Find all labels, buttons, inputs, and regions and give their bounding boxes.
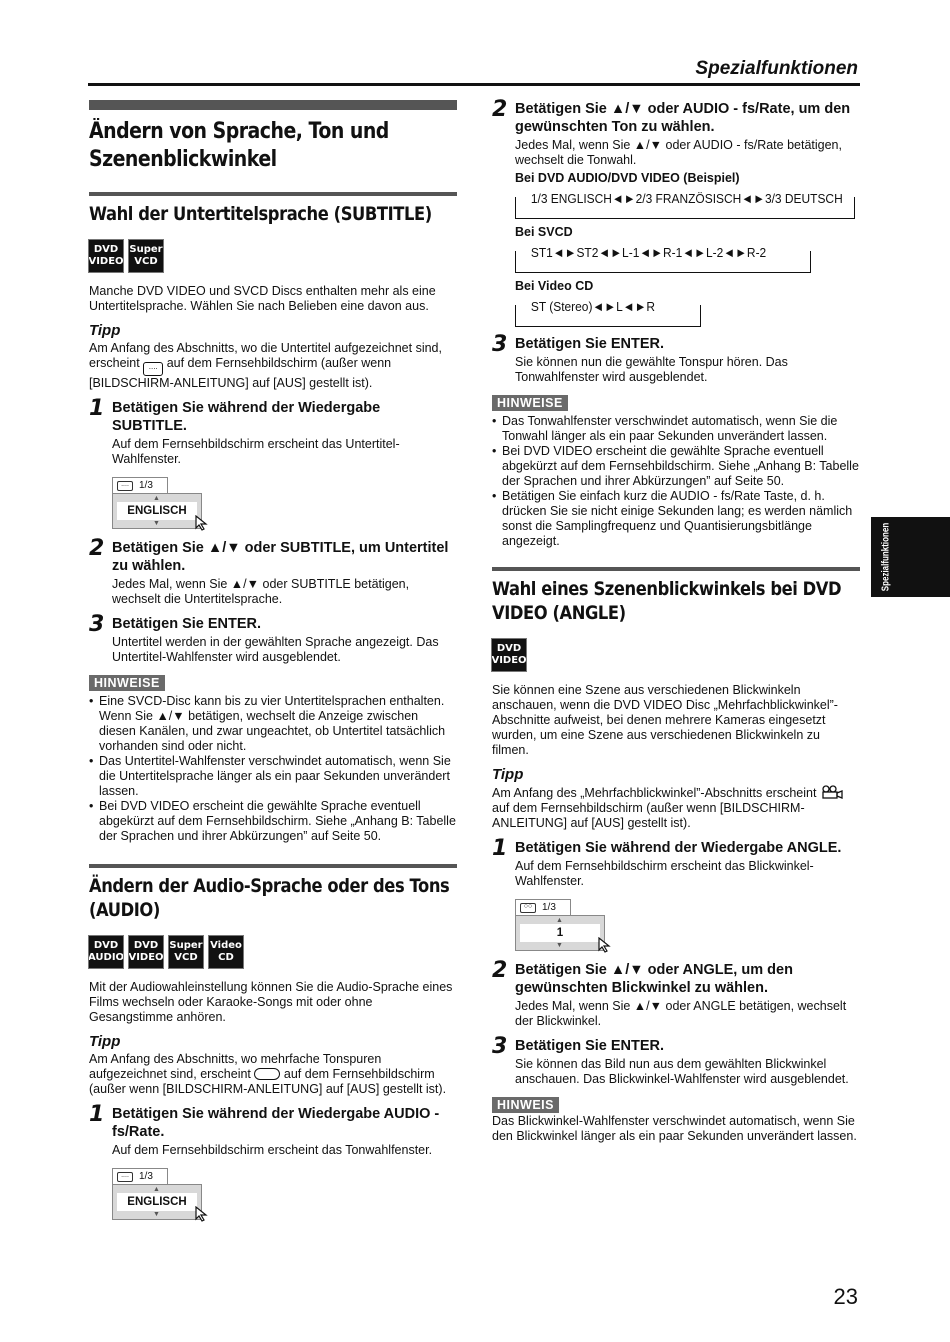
svcd-badge: Super VCD — [129, 240, 163, 272]
audio-step-2: 2 Betätigen Sie ▲/▼ oder AUDIO - fs/Rate, um den gewünschten Ton zu wählen. Jedes Mal, wenn Sie ▲/▼ oder AUDIO - fs/Rate betätigen, wechselt die Tonwahl. Bei DVD AUDIO/DVD VIDEO (Beispiel) 1/3 ENGLISCH◄►2/3 FRANZÖSISCH◄►3/3 DEUTSCH Bei SVCD ST1◄►ST2◄►L-1◄►R-1◄►L-2◄►R-2 Bei Video CD ST (Stereo)◄►L◄►R — [492, 100, 860, 327]
dvd-video-badge: DVD VIDEO — [129, 936, 163, 968]
angle-note: Das Blickwinkel-Wahlfenster verschwindet automatisch, wenn Sie den Blickwinkel länger als ein paar Sekunden unverändert lassen. — [492, 1114, 857, 1143]
subtitle-step-1: 1 Betätigen Sie während der Wiedergabe SUBTITLE. Auf dem Fernsehbildschirm erscheint das Untertitel-Wahlfenster. .... 1/3 ▲ ENGLISCH ▼ — [89, 399, 457, 531]
page-number: 23 — [833, 1284, 858, 1309]
subtitle-step-2: 2 Betätigen Sie ▲/▼ oder SUBTITLE, um Untertitel zu wählen. Jedes Mal, wenn Sie ▲/▼ oder SUBTITLE betätigen, wechselt die Untertitelsprache. — [89, 536, 449, 606]
video-cd-badge: Video CD — [209, 936, 243, 968]
dvd-video-badge: DVD VIDEO — [492, 639, 526, 671]
camera-icon — [820, 785, 844, 799]
angle-intro: Sie können eine Szene aus verschiedenen Blickwinkeln anschauen, wenn die DVD VIDEO Disc „Mehrfachblickwinkel”-Abschnitte aufweist, bei denen mehrere Kameras eingesetzt wurden, um eine Szene aus verschiedenen Blickwinkeln zu filmen. — [492, 683, 838, 757]
section-bar — [89, 864, 457, 868]
angle-tipp-text: Am Anfang des „Mehrfachblickwinkel”-Abschnitts erscheint auf dem Fernsehbildschirm (außer wenn [BILDSCHIRM-ANLEITUNG] auf [AUS] gestellt ist). — [492, 785, 860, 831]
audio-step-1: 1 Betätigen Sie während der Wiedergabe AUDIO - fs/Rate. Auf dem Fernsehbildschirm erscheint das Tonwahlfenster. .... 1/3 ▲ ENGLISCH ▼ — [89, 1105, 457, 1222]
angle-step-3: 3 Betätigen Sie ENTER. Sie können das Bild nun aus dem gewählten Blickwinkel anschauen. Das Blickwinkel-Wahlfenster wird ausgeblendet. — [492, 1034, 849, 1086]
tipp-text: Am Anfang des Abschnitts, wo die Untertitel aufgezeichnet sind, erscheint .... auf dem Fernsehbildschirm (außer wenn [BILDSCHIRM-ANLEITUNG] auf [AUS] gestellt ist). — [89, 341, 442, 390]
notes-label: HINWEISE — [492, 395, 568, 411]
note-label: HINWEIS — [492, 1097, 559, 1113]
subtitle-icon: .... — [143, 362, 163, 376]
notes-label: HINWEISE — [89, 675, 165, 691]
tipp-label: Tipp — [89, 1033, 121, 1050]
dvd-audio-badge: DVD AUDIO — [89, 936, 123, 968]
audio-icon — [254, 1068, 280, 1080]
title-bar — [89, 100, 457, 110]
tipp-label: Tipp — [89, 322, 121, 339]
top-rule — [88, 83, 860, 86]
example-vcd-chain: ST (Stereo)◄►L◄►R — [515, 301, 860, 327]
tipp-label: Tipp — [492, 766, 524, 783]
right-column — [491, 97, 860, 1144]
subtitle-step-3: 3 Betätigen Sie ENTER. Untertitel werden in der gewählten Sprache angezeigt. Das Untertitel-Wahlfenster wird ausgeblendet. — [89, 612, 439, 664]
section-bar — [89, 192, 457, 196]
angle-window: ○○ 1/3 ▲ 1 ▼ — [515, 899, 607, 953]
subtitle-notes: • Eine SVCD-Disc kann bis zu vier Untertitelsprachen enthalten. Wenn Sie ▲/▼ betätigen, wechselt die Anzeige zwischen diesen Kanälen, und zwar ungeachtet, ob Untertitel tatsächlich vorhanden sind oder nicht. • Das Untertitel-Wahlfenster verschwindet automatisch, wenn Sie die Untertitelsprache länger als ein paar Sekunden unverändert lassen. • Bei DVD VIDEO erscheint die gewählte Sprache eventuell abgekürzt auf dem Fernsehbildschirm. Siehe „Anhang B: Tabelle der Sprachen und ihrer Abkürzungen” auf Seite 50. — [89, 694, 457, 844]
subtitle-intro: Manche DVD VIDEO und SVCD Discs enthalten mehr als eine Untertitelsprache. Wählen Sie nach Belieben eine davon aus. — [89, 284, 436, 313]
side-tab-label: Spezialfunktionen — [880, 522, 892, 592]
subtitle-heading: Wahl der Untertitelsprache (SUBTITLE) — [89, 203, 432, 225]
audio-intro: Mit der Audiowahleinstellung können Sie die Audio-Sprache eines Films wechseln oder Karaoke-Songs mit oder ohne Gesangstimme anhören. — [89, 980, 453, 1024]
cursor-icon — [598, 937, 612, 953]
page-title: Ändern von Sprache, Ton und Szenenblickwinkel — [89, 119, 389, 172]
angle-badges — [492, 639, 860, 671]
example-svcd-chain: ST1◄►ST2◄►L-1◄►R-1◄►L-2◄►R-2 — [515, 247, 860, 273]
angle-step-2: 2 Betätigen Sie ▲/▼ oder ANGLE, um den gewünschten Blickwinkel zu wählen. Jedes Mal, wenn Sie ▲/▼ oder ANGLE betätigen, wechselt der Blickwinkel. — [492, 958, 847, 1028]
audio-heading: Ändern der Audio-Sprache oder des Tons (AUDIO) — [89, 875, 450, 921]
audio-notes: • Das Tonwahlfenster verschwindet automatisch, wenn Sie die Tonwahl länger als ein paar Sekunden unverändert lassen. • Bei DVD VIDEO erscheint die gewählte Sprache eventuell abgekürzt auf dem Fernsehbildschirm. Siehe „Anhang B: Tabelle der Sprachen und ihrer Abkürzungen” auf Seite 50. • Betätigen Sie einfach kurz die AUDIO - fs/Rate Taste, d. h. drücken Sie sie nicht einige Sekunden lang; es werden nämlich sonst die Samplingfrequenz und Quantisierungsbitlänge angezeigt. — [492, 414, 860, 549]
audio-window: .... 1/3 ▲ ENGLISCH ▼ — [112, 1168, 204, 1222]
example-dvd-label: Bei DVD AUDIO/DVD VIDEO (Beispiel) — [515, 171, 740, 185]
angle-step-1: 1 Betätigen Sie während der Wiedergabe ANGLE. Auf dem Fernsehbildschirm erscheint das Blickwinkel-Wahlfenster. ○○ 1/3 ▲ 1 ▼ — [492, 839, 860, 953]
cursor-icon — [195, 1206, 209, 1222]
svcd-badge: Super VCD — [169, 936, 203, 968]
subtitle-icon: .... — [117, 481, 133, 491]
running-title: Spezialfunktionen — [695, 58, 858, 79]
example-vcd-label: Bei Video CD — [515, 279, 594, 293]
dvd-video-badge: DVD VIDEO — [89, 240, 123, 272]
audio-step-3: 3 Betätigen Sie ENTER. Sie können nun die gewählte Tonspur hören. Das Tonwahlfenster wird ausgeblendet. — [492, 332, 788, 384]
camera-icon: ○○ — [520, 903, 536, 913]
example-dvd-chain: 1/3 ENGLISCH◄►2/3 FRANZÖSISCH◄►3/3 DEUTSCH — [515, 193, 860, 219]
left-column — [89, 100, 457, 1228]
subtitle-badges — [89, 240, 457, 272]
audio-tipp-text: Am Anfang des Abschnitts, wo mehrfache Tonspuren aufgezeichnet sind, erscheint auf dem Fernsehbildschirm (außer wenn [BILDSCHIRM-ANLEITUNG] auf [AUS] gestellt ist). — [89, 1052, 447, 1096]
subtitle-window: .... 1/3 ▲ ENGLISCH ▼ — [112, 477, 204, 531]
example-svcd-label: Bei SVCD — [515, 225, 573, 239]
section-bar — [492, 567, 860, 571]
angle-heading: Wahl eines Szenenblickwinkels bei DVD VIDEO (ANGLE) — [492, 578, 842, 624]
subtitle-icon: .... — [117, 1172, 133, 1182]
cursor-icon — [195, 515, 209, 531]
audio-badges — [89, 936, 457, 968]
